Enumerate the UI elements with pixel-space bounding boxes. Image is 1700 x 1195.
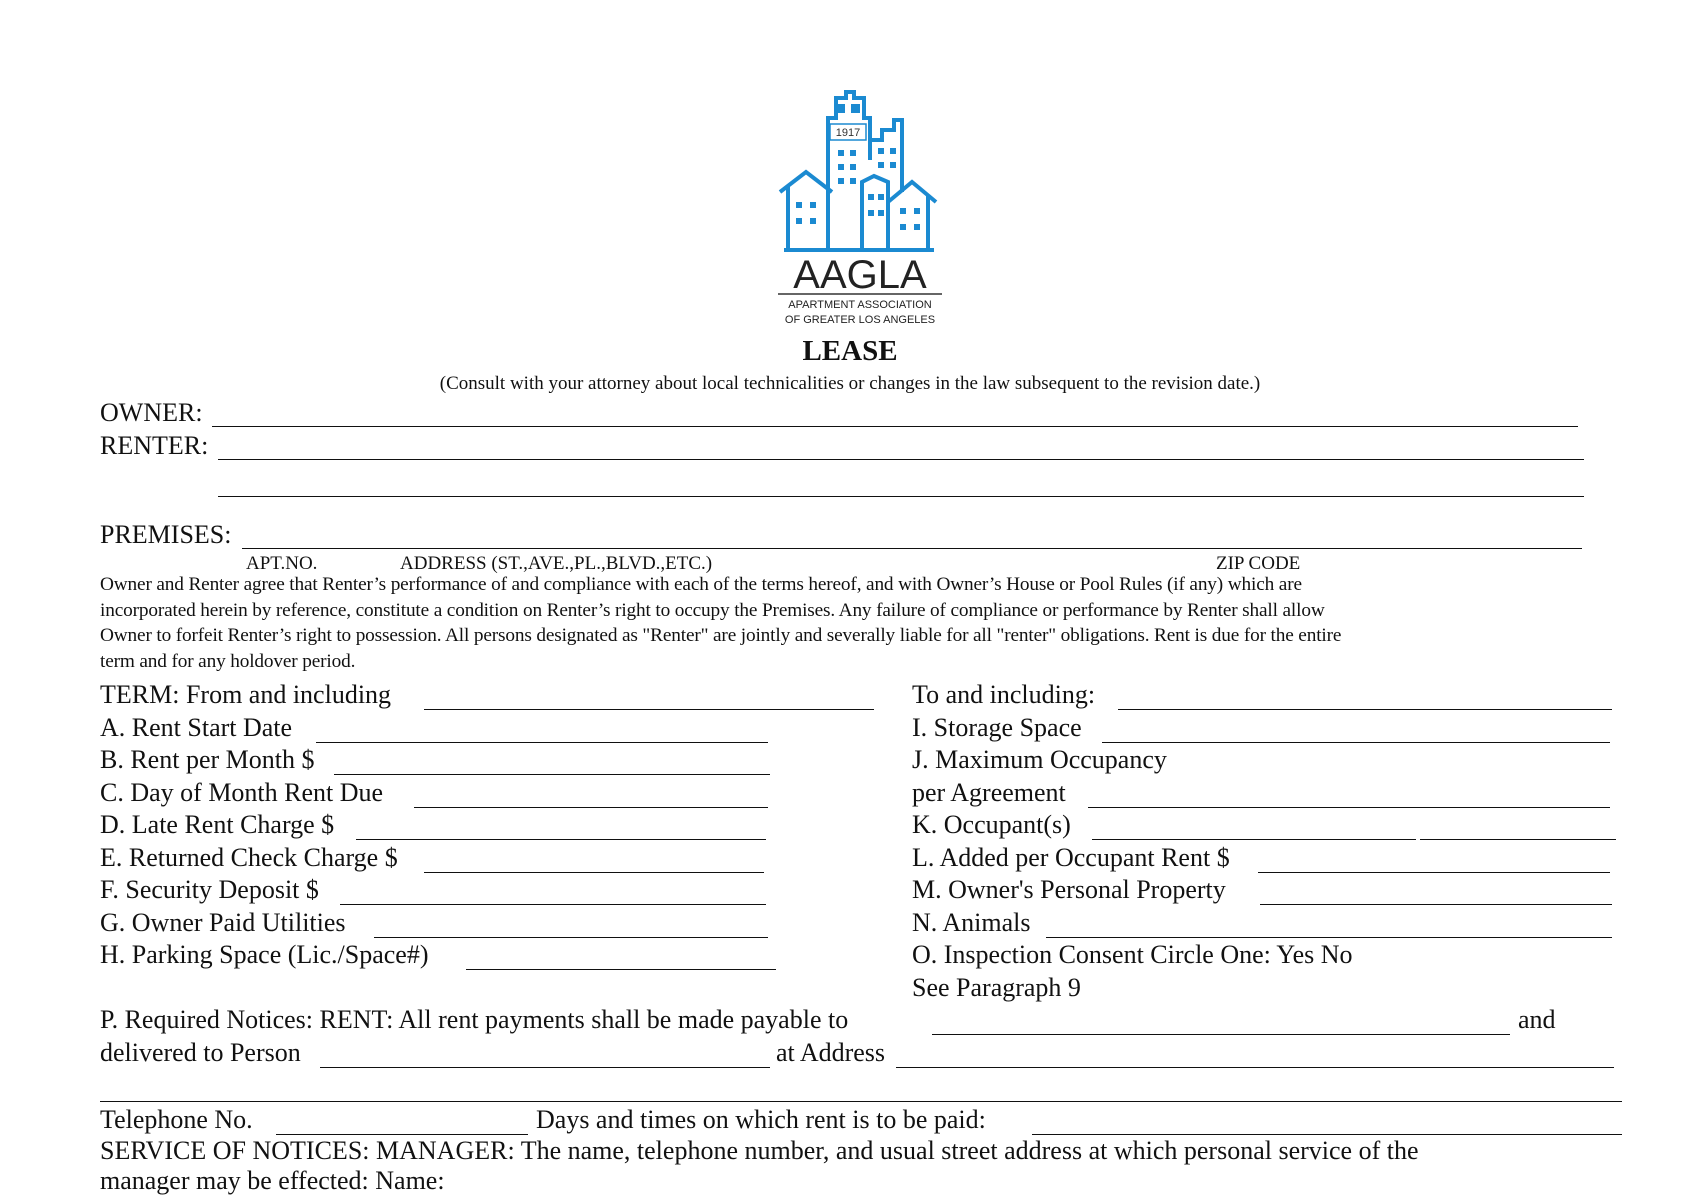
- late-charge-field[interactable]: [356, 839, 766, 840]
- intro-paragraph: [100, 572, 1580, 674]
- rent-per-month-label: B. Rent per Month $: [100, 745, 315, 774]
- delivered-to-label: delivered to Person: [100, 1038, 301, 1067]
- animals-field[interactable]: [1046, 937, 1612, 938]
- premises-address-label: ADDRESS (ST.,AVE.,PL.,BLVD.,ETC.): [400, 553, 713, 574]
- aagla-logo: [770, 90, 950, 330]
- telephone-label: Telephone No.: [100, 1105, 253, 1134]
- rent-start-date-label: A. Rent Start Date: [100, 713, 293, 742]
- parking-space-field[interactable]: [466, 969, 776, 970]
- logo-acronym: AAGLA: [793, 253, 927, 297]
- occupants-label: K. Occupant(s): [912, 810, 1071, 839]
- owner-property-field[interactable]: [1260, 904, 1612, 905]
- term-from-label: TERM: From and including: [100, 680, 392, 709]
- animals-label: N. Animals: [912, 908, 1031, 937]
- payable-to-field[interactable]: [932, 1034, 1510, 1035]
- security-deposit-label: F. Security Deposit $: [100, 875, 319, 904]
- rent-start-date-field[interactable]: [316, 742, 768, 743]
- term-to-label: To and including:: [912, 680, 1096, 709]
- per-agreement-label: per Agreement: [912, 778, 1066, 807]
- security-deposit-field[interactable]: [340, 904, 766, 905]
- owner-property-label: M. Owner's Personal Property: [912, 875, 1226, 904]
- address-field-2[interactable]: [100, 1101, 1622, 1102]
- premises-field[interactable]: [242, 548, 1582, 549]
- delivered-to-field[interactable]: [320, 1067, 770, 1068]
- owner-utilities-field[interactable]: [374, 937, 768, 938]
- rent-due-day-label: C. Day of Month Rent Due: [100, 778, 384, 807]
- parking-space-label: H. Parking Space (Lic./Space#): [100, 940, 429, 969]
- added-rent-label: L. Added per Occupant Rent $: [912, 843, 1230, 872]
- term-from-field[interactable]: [424, 709, 874, 710]
- storage-space-label: I. Storage Space: [912, 713, 1082, 742]
- late-charge-label: D. Late Rent Charge $: [100, 810, 335, 839]
- page-subtitle: (Consult with your attorney about local technicalities or changes in the law subsequent to the revision date.): [439, 373, 1261, 394]
- intro-line: term and for any holdover period.: [100, 650, 356, 672]
- occupants-field-1[interactable]: [1092, 839, 1416, 840]
- telephone-field[interactable]: [276, 1134, 528, 1135]
- intro-line: Owner and Renter agree that Renter’s performance of and compliance with each of the terms hereof, and with Owner’s House or Pool Rules (if any) which are: [100, 574, 1302, 595]
- rent-per-month-field[interactable]: [334, 774, 770, 775]
- renter-label: RENTER:: [100, 431, 209, 460]
- logo-year: 1917: [835, 127, 861, 139]
- at-address-field[interactable]: [896, 1067, 1614, 1068]
- inspection-consent-label: O. Inspection Consent Circle One: Yes No: [912, 940, 1353, 969]
- intro-line: Owner to forfeit Renter’s right to possession. All persons designated as "Renter" are jointly and severally liable for all "renter" obligations. Rent is due for the entire: [100, 625, 1342, 646]
- owner-utilities-label: G. Owner Paid Utilities: [100, 908, 346, 937]
- term-to-field[interactable]: [1118, 709, 1612, 710]
- service-of-notices-label: SERVICE OF NOTICES: MANAGER: The name, telephone number, and usual street address at which personal service of the: [100, 1136, 1419, 1165]
- returned-check-label: E. Returned Check Charge $: [100, 843, 398, 872]
- page-title: LEASE: [802, 335, 898, 367]
- renter-field[interactable]: [218, 459, 1584, 460]
- logo-line-1: APARTMENT ASSOCIATION: [788, 299, 932, 311]
- added-rent-field[interactable]: [1258, 872, 1610, 873]
- days-times-label: Days and times on which rent is to be paid:: [536, 1105, 986, 1134]
- see-paragraph-label: See Paragraph 9: [912, 973, 1081, 1002]
- required-notices-label: P. Required Notices: RENT: All rent payments shall be made payable to: [100, 1005, 849, 1034]
- days-times-field[interactable]: [1032, 1134, 1622, 1135]
- and-label: and: [1518, 1005, 1556, 1034]
- renter-field-2[interactable]: [218, 496, 1584, 497]
- rent-due-day-field[interactable]: [414, 807, 768, 808]
- storage-space-field[interactable]: [1102, 742, 1610, 743]
- max-occupancy-label: J. Maximum Occupancy: [912, 745, 1167, 774]
- intro-line: incorporated herein by reference, constitute a condition on Renter’s right to occupy the Premises. Any failure of compliance or performance by Renter shall allow: [100, 599, 1325, 621]
- owner-field[interactable]: [212, 426, 1578, 427]
- occupants-field-2[interactable]: [1420, 839, 1616, 840]
- returned-check-field[interactable]: [424, 872, 764, 873]
- at-address-label: at Address: [776, 1038, 886, 1067]
- premises-label: PREMISES:: [100, 520, 232, 549]
- logo-line-2: OF GREATER LOS ANGELES: [784, 314, 936, 326]
- owner-label: OWNER:: [100, 398, 203, 427]
- per-agreement-field[interactable]: [1088, 807, 1610, 808]
- premises-apt-label: APT.NO.: [246, 553, 318, 574]
- manager-name-label: manager may be effected: Name:: [100, 1166, 445, 1195]
- premises-zip-label: ZIP CODE: [1216, 553, 1301, 574]
